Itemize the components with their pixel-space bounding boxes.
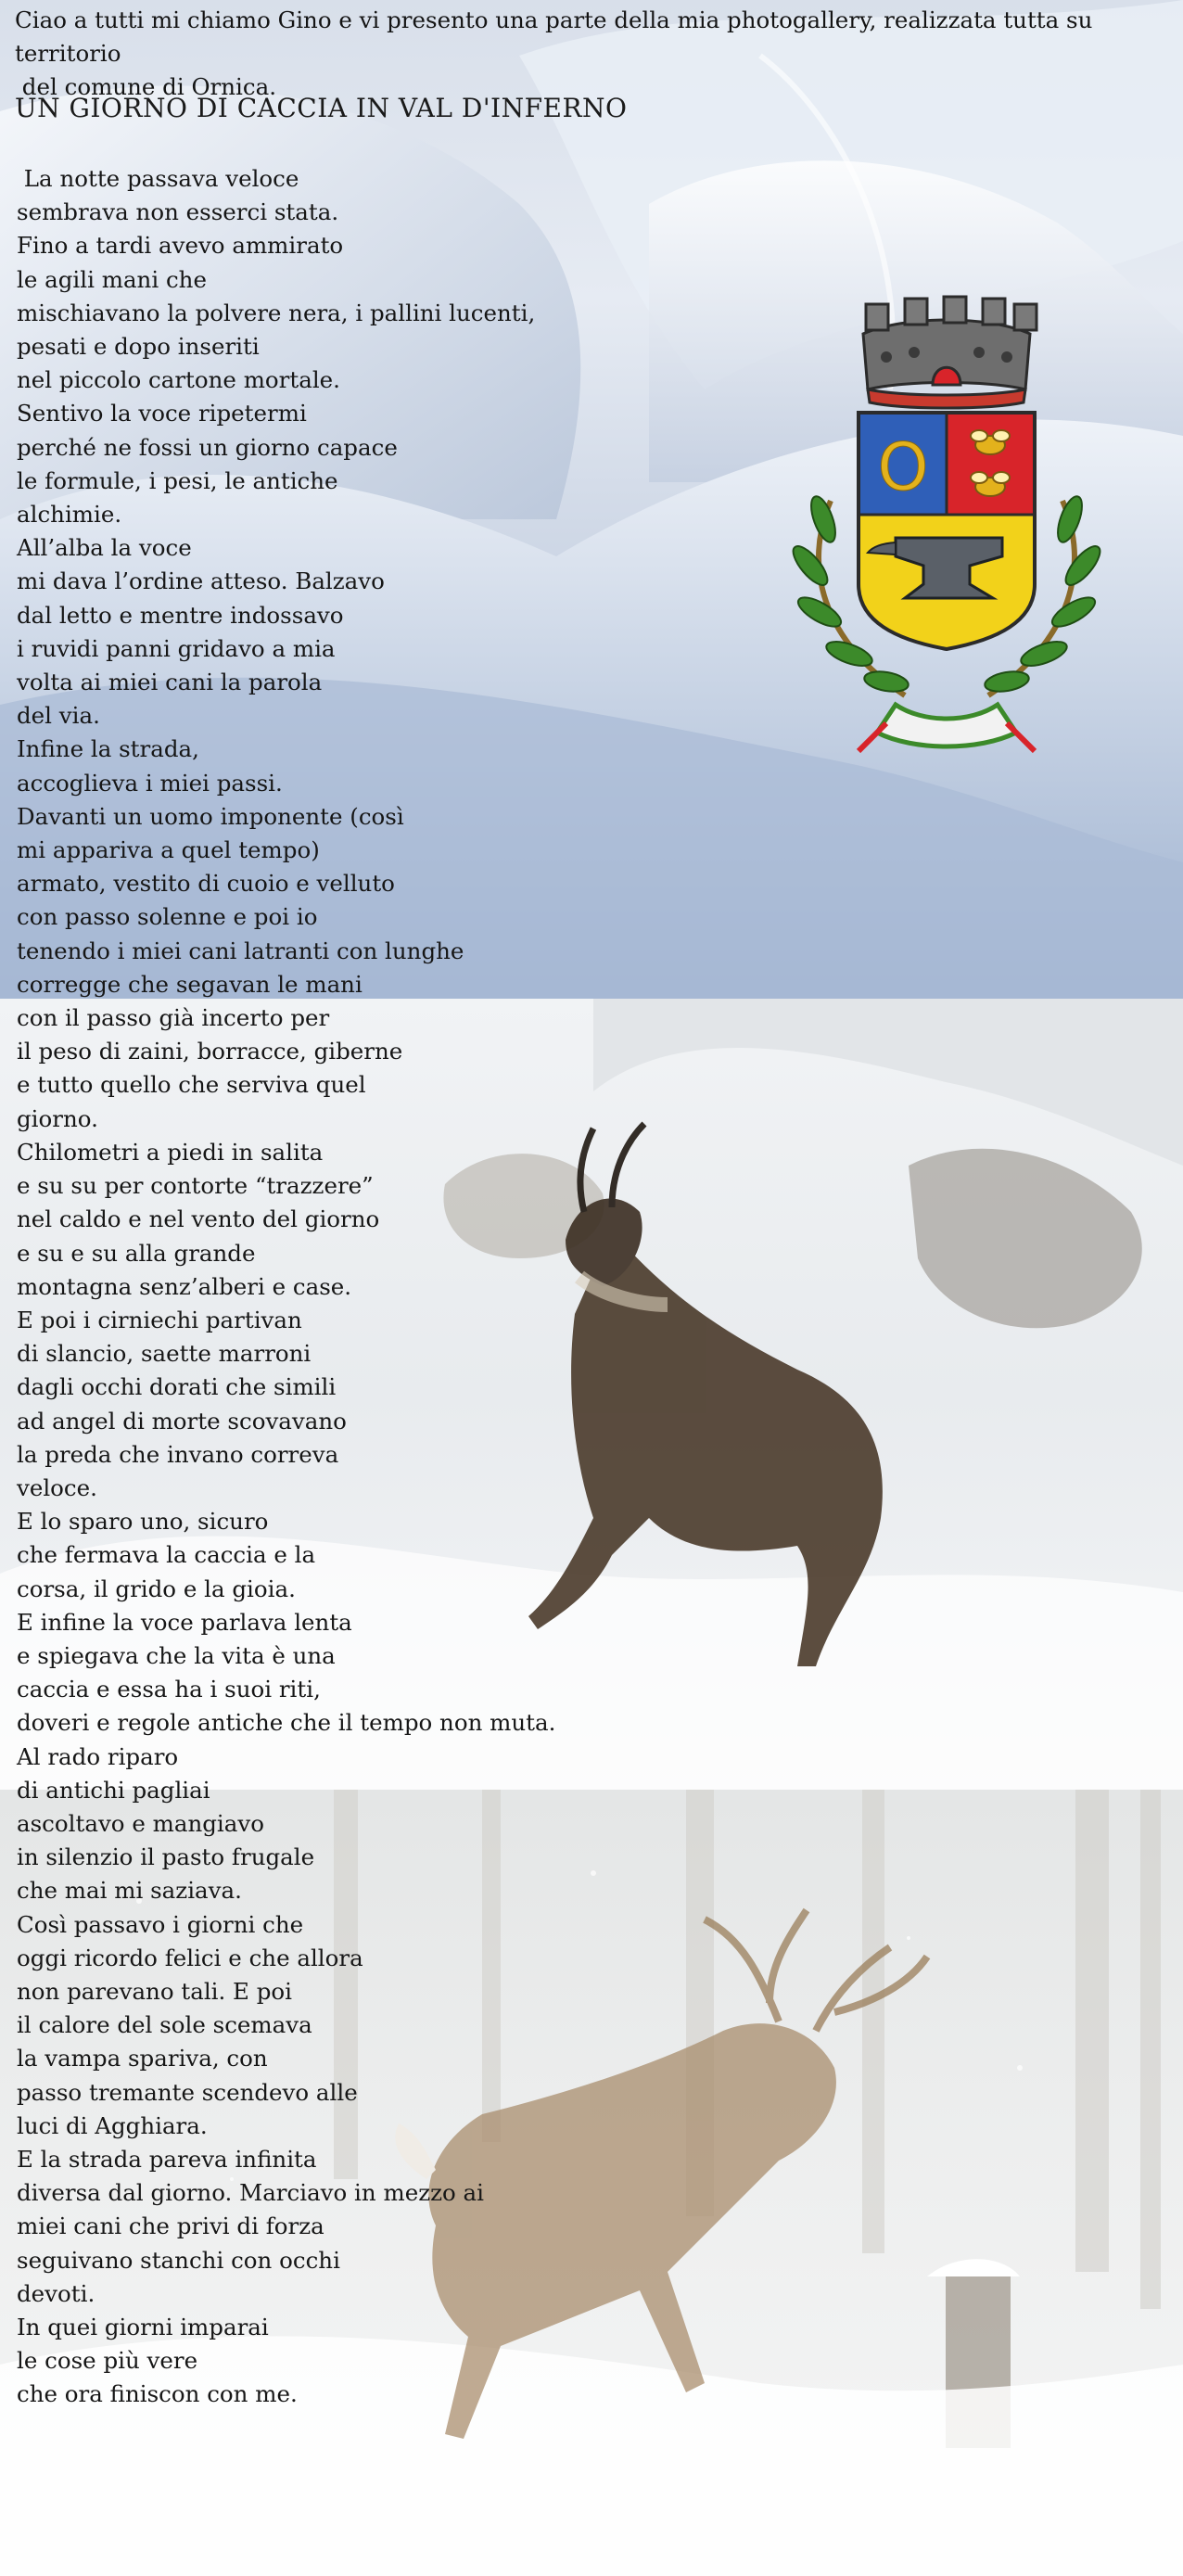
poem-line: e spiegava che la vita è una: [17, 1641, 336, 1669]
poem-line: in silenzio il pasto frugale: [17, 1843, 315, 1871]
poem-line: le agili mani che: [17, 265, 207, 293]
poem-line: In quei giorni imparai: [17, 2314, 269, 2340]
shield-letter: O: [877, 429, 929, 505]
poem-line: corregge che segavan le mani: [17, 970, 363, 998]
poem-line: Così passavo i giorni che: [17, 1910, 304, 1938]
poem-line: perché ne fossi un giorno capace: [17, 433, 398, 461]
poem-line: E la strada pareva infinita: [17, 2145, 317, 2173]
poem-line: doveri e regole antiche che il tempo non muta.: [17, 1709, 556, 1737]
poem-line: le cose più vere: [17, 2347, 198, 2375]
poem-line: Sentivo la voce ripetermi: [17, 400, 307, 427]
poem-line: oggi ricordo felici e che allora: [17, 1944, 363, 1971]
poem-line: passo tremante scendevo alle: [17, 2078, 358, 2106]
poem-line: il peso di zaini, borracce, giberne: [17, 1038, 403, 1065]
poem-line: la vampa spariva, con: [17, 2045, 268, 2072]
poem-line: nel piccolo cartone mortale.: [17, 366, 340, 394]
poem-line: le formule, i pesi, le antiche: [17, 466, 338, 494]
poem-line: ad angel di morte scovavano: [17, 1407, 347, 1435]
poem-line: con il passo già incerto per: [17, 1004, 330, 1032]
poem-line: non parevano tali. E poi: [17, 1977, 293, 2005]
poem-line: Infine la strada,: [17, 735, 199, 763]
coat-of-arms: [766, 287, 1127, 765]
poem-line: devoti.: [17, 2279, 95, 2307]
poem-line: del via.: [17, 702, 100, 730]
poem-line: La notte passava veloce: [17, 165, 299, 192]
poem-line: mi dava l’ordine atteso. Balzavo: [17, 567, 385, 595]
intro-text: Ciao a tutti mi chiamo Gino e vi presento una parte della mia photogallery, realizzata tutta su territorio del comune di Ornica.: [15, 6, 1093, 100]
poem-line: miei cani che privi di forza: [17, 2213, 324, 2240]
poem-line: veloce.: [17, 1473, 97, 1501]
poem-line: montagna senz’alberi e case.: [17, 1272, 352, 1300]
poem-line: armato, vestito di cuoio e velluto: [17, 870, 395, 898]
poem-line: Davanti un uomo imponente (così: [17, 802, 404, 830]
poem-line: pesati e dopo inseriti: [17, 333, 260, 361]
poem-line: E lo sparo uno, sicuro: [17, 1508, 269, 1536]
poem-line: di antichi pagliai: [17, 1776, 210, 1804]
poem-line: tenendo i miei cani latranti con lunghe: [17, 937, 464, 964]
poem-line: e su e su alla grande: [17, 1239, 256, 1267]
poem-line: E poi i cirniechi partivan: [17, 1306, 302, 1333]
poem-line: con passo solenne e poi io: [17, 903, 318, 931]
poem-line: caccia e essa ha i suoi riti,: [17, 1676, 321, 1703]
shield-icon: [859, 413, 1035, 649]
poem-line: e tutto quello che serviva quel: [17, 1071, 366, 1099]
poem-line: mischiavano la polvere nera, i pallini lucenti,: [17, 299, 536, 326]
poem-line: luci di Agghiara.: [17, 2111, 208, 2139]
poem-title: UN GIORNO DI CACCIA IN VAL D'INFERNO: [15, 93, 628, 123]
poem-line: dal letto e mentre indossavo: [17, 601, 344, 629]
poem-line: diversa dal giorno. Marciavo in mezzo ai: [17, 2179, 484, 2207]
poem-line: volta ai miei cani la parola: [17, 669, 323, 696]
poem-line: All’alba la voce: [17, 534, 192, 562]
poem-line: ascoltavo e mangiavo: [17, 1809, 264, 1837]
poem-line: dagli occhi dorati che simili: [17, 1373, 337, 1401]
poem-line: Chilometri a piedi in salita: [17, 1138, 324, 1166]
poem-line: accoglieva i miei passi.: [17, 769, 283, 797]
poem-line: che mai mi saziava.: [17, 1877, 242, 1905]
poem-line: giorno.: [17, 1104, 98, 1132]
poem-line: la preda che invano correva: [17, 1440, 339, 1468]
poem-line: che fermava la caccia e la: [17, 1541, 316, 1569]
tricolor-ribbon-icon: [877, 705, 1016, 746]
poem-line: seguivano stanchi con occhi: [17, 2246, 340, 2274]
poem-line: E infine la voce parlava lenta: [17, 1608, 352, 1636]
poem-line: Al rado riparo: [17, 1742, 179, 1770]
poem-line: di slancio, saette marroni: [17, 1340, 312, 1368]
poem-line: alchimie.: [17, 501, 122, 529]
poem-line: sembrava non esserci stata.: [17, 198, 339, 226]
poem-line: mi appariva a quel tempo): [17, 836, 320, 864]
mural-crown-icon: [863, 297, 1037, 408]
poem-body: [17, 162, 555, 2412]
poem-line: e su su per contorte “trazzere”: [17, 1172, 374, 1200]
poem-line: i ruvidi panni gridavo a mia: [17, 634, 336, 662]
poem-line: che ora finiscon con me.: [17, 2380, 298, 2408]
poem-line: nel caldo e nel vento del giorno: [17, 1205, 380, 1233]
poem-line: il calore del sole scemava: [17, 2011, 312, 2039]
poem-line: Fino a tardi avevo ammirato: [17, 232, 344, 260]
poem-line: corsa, il grido e la gioia.: [17, 1575, 296, 1602]
